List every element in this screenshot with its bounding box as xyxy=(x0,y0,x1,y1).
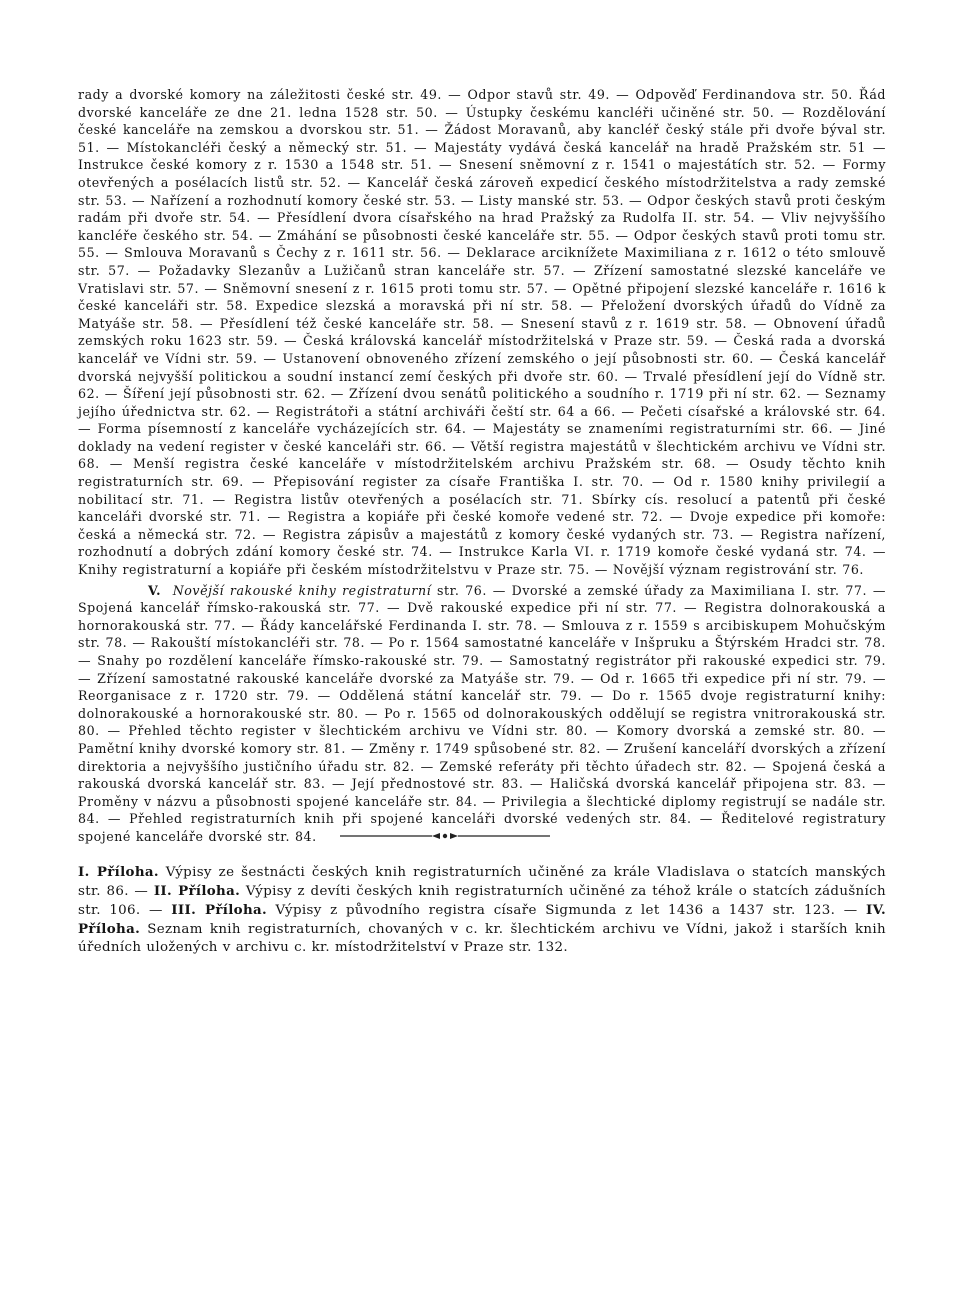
appendix-3-text: Výpisy z původního registra císaře Sigmunda z let 1436 a 1437 str. 123. — xyxy=(267,902,866,918)
appendix-2-label: II. Příloha. xyxy=(153,882,241,899)
appendix-4-text: Seznam knih registraturních, chovaných v c. kr. šlechtickém archivu ve Vídni, jakož i starších knih úředních uložených v archivu c. kr. místodržitelství v Praze str. 132. xyxy=(78,922,886,956)
end-ornament xyxy=(340,832,550,840)
appendices-paragraph xyxy=(78,863,886,958)
appendix-2-text: Výpisy z devíti českých knih registraturních učiněné za téhož krále o statcích zádušních str. 106. — xyxy=(78,883,886,918)
section-v-heading: Novější rakouské knihy registraturní xyxy=(172,582,432,598)
section-v-text: str. 76. — Dvorské a zemské úřady za Maximiliana I. str. 77. — Spojená kancelář římsko-rakouská str. 77. — Dvě rakouské expedice při ní str. 77. — Registra dolnorakouská a hornorakouská str. 77. — Řády kancelářské Ferdinanda I. str. 78. — Smlouva z r. 1559 s arcibiskupem Mohučským str. 78. — Rakouští místokancléři str. 78. — Po r. 1564 samostatné kanceláře v Inšpruku a Štýrském Hradci str. 78. — Snahy po rozdělení kanceláře římsko-rakouské str. 79. — Samostatný registrátor při rakouské expedici str. 79. — Zřízení samostatné rakouské kanceláře dvorské za Matyáše str. 79. — Od r. 1665 tři expedice při ní str. 79. — Reorganisace z r. 1720 str. 79. — Oddělená státní kancelář str. 79. — Do r. 1565 dvoje registraturní knihy: dolnorakouské a hornorakouské str. 80. — Po r. 1565 od dolnorakouských oddělují se registra vnitrorakouská str. 80. — Přehled těchto register v šlechtickém archivu ve Vídni str. 80. — Komory dvorská a zemské str. 80. — Pamětní knihy dvorské komory str. 81. — Změny r. 1749 spůsobené str. 82. — Zrušení kanceláří dvorských a zřízení direktoria a nejvyššího justičního úřadu str. 82. — Zemské referáty při těchto úřadech str. 82. — Spojená česká a rakouská dvorská kancelář str. 83. — Její přednostové str. 83. — Haličská dvorská kancelář připojena str. 83. — Proměny v názvu a působnosti spojené kanceláře str. 84. — Privilegia a šlechtické diplomy registrují se nadále str. 84. — Přehled registraturních knih při spojené kanceláři dvorské vedených str. 84. — Ředitelové registratury spojené kanceláře dvorské str. 84. xyxy=(78,582,886,844)
contents-section-v xyxy=(78,582,886,846)
appendix-1-label: I. Příloha. xyxy=(78,863,159,880)
appendix-4-label: IV. Příloha. xyxy=(78,901,886,938)
contents-paragraph-continued: rady a dvorské komory na záležitosti české str. 49. — Odpor stavů str. 49. — Odpověď Ferdinandova str. 50. Řád dvorské kanceláře ze dne 21. ledna 1528 str. 50. — Ústupky českému kancléři učiněné str. 50. — Rozdělování české kanceláře na zemskou a dvorskou str. 51. — Žádost Moravanů, aby kancléř český stále při dvoře býval str. 51. — Místokancléři český a německý str. 51. — Majestáty vydává česká kancelář na hradě Pražském str. 51 — Instrukce české komory z r. 1530 a 1548 str. 51. — Snesení sněmovní z r. 1541 o majestátích str. 52. — Formy otevřených a posélacích listů str. 52. — Kancelář česká zároveň expedicí českého místodržitelstva a rady zemské str. 53. — Nařízení a rozhodnutí komory české str. 53. — Listy manské str. 53. — Odpor českých stavů proti českým radám při dvoře str. 54. — Přesídlení dvora císařského na hrad Pražský za Rudolfa II. str. 54. — Vliv nejvyššího kancléře českého str. 54. — Zmáhání se působnosti české kanceláře str. 55. — Odpor českých stavů proti tomu str. 55. — Smlouva Moravanů s Čechy z r. 1611 str. 56. — Deklarace arciknížete Maximiliana z r. 1612 o této smlouvě str. 57. — Požadavky Slezanův a Lužičanů stran kanceláře str. 57. — Zřízení samostatné slezské kanceláře ve Vratislavi str. 57. — Sněmovní snesení z r. 1615 proti tomu str. 57. — Opětné připojení slezské kanceláře r. 1616 k české kanceláři str. 58. Expedice slezská a moravská při ní str. 58. — Přeložení dvorských úřadů do Vídně za Matyáše str. 58. — Přesídlení též české kanceláře str. 58. — Snesení stavů z r. 1619 str. 58. — Obnovení úřadů zemských roku 1623 str. 59. — Česká královská kancelář místodržitelská v Praze str. 59. — Česká rada a dvorská kancelář ve Vídni str. 59. — Ustanovení obnoveného zřízení zemského o její působnosti str. 60. — Česká kancelář dvorská nejvyšší politickou a soudní instancí zemí českých při dvoře str. 60. — Trvalé přesídlení její do Vídně str. 62. — Šíření její působnosti str. 62. — Zřízení dvou senátů politického a soudního r. 1719 při ní str. 62. — Seznamy jejího úřednictva str. 62. — Registrátoři a státní archiváři čeští str. 64 a 66. — Pečeti císařské a královské str. 64. — Forma písemností z kanceláře vycházejících str. 64. — Majestáty se znameními registraturními str. 66. — Jiné doklady na vedení register v české kanceláři str. 66. — Větší registra majestátů v šlechtickém archivu ve Vídni str. 68. — Menší registra české kanceláře v místodržitelském archivu Pražském str. 68. — Osudy těchto knih registraturních str. 69. — Přepisování register za císaře Františka I. str. 70. — Od r. 1580 knihy privilegií a nobilitací str. 71. — Registra listův otevřených a posélacích str. 71. Sbírky cís. resolucí a patentů při české kanceláři dvorské str. 71. — Registra a kopiáře při české komoře vedené str. 72. — Dvoje expedice při komoře: česká a německá str. 72. — Registra zápisův a majestátů z komory české vydaných str. 73. — Registra nařízení, rozhodnutí a dobrých zdání komory české str. 74. — Instrukce Karla VI. r. 1719 komoře české vydaná str. 74. — Knihy registraturní a kopiáře při českém místodržitelstvu v Praze str. 75. — Novější význam registrování str. 76. xyxy=(78,87,886,578)
appendix-1-text: Výpisy ze šestnácti českých knih registraturních učiněné za krále Vladislava o statcích manských str. 86. — xyxy=(78,864,886,899)
section-v-numeral: V. xyxy=(148,582,162,598)
page-body xyxy=(78,86,886,958)
appendix-3-label: III. Příloha. xyxy=(171,901,268,918)
